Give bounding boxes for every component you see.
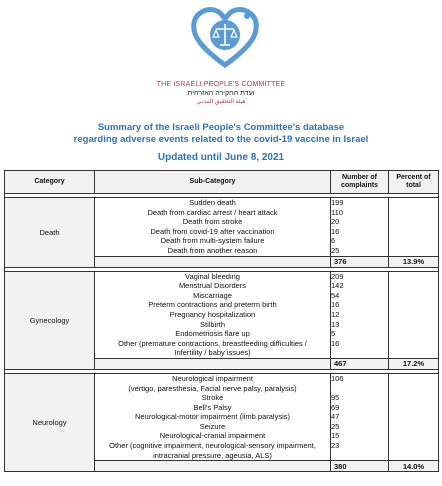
section-total: 376	[331, 256, 389, 267]
complaint-count	[331, 384, 388, 394]
org-name-hebrew: ועדת החקירה האזרחית	[187, 90, 255, 97]
subcategory-item: Death from multi-system failure	[160, 236, 265, 246]
complaint-count: 16	[331, 226, 340, 236]
title-line-1: Summary of the Israeli People's Committee's database	[97, 122, 345, 133]
complaint-count: 13	[331, 319, 340, 329]
complaints-cell	[331, 373, 389, 460]
subcategory-item: Stilbirth	[199, 319, 225, 329]
section-row-gynecology	[5, 271, 439, 358]
complaint-count: 12	[331, 309, 340, 319]
table-header-row	[5, 171, 439, 194]
header-subcategory: Sub-Category	[95, 171, 331, 194]
complaint-count: 95	[331, 393, 340, 403]
complaint-count: 110	[331, 207, 343, 217]
subcategory-item: Death from cardiac arrest / heart attack	[147, 207, 278, 217]
subcategory-item: Bell's Palsy	[193, 402, 232, 412]
complaint-count: 54	[331, 290, 340, 300]
subcategory-item: Stroke	[201, 393, 224, 403]
subcategory-item: Neurological-motor impairment (limb paralysis)	[134, 412, 291, 422]
complaint-count: 199	[331, 198, 344, 207]
complaint-count: 25	[331, 421, 340, 431]
complaint-count: 16	[331, 338, 340, 348]
total-spacer	[95, 461, 331, 472]
subcategory-item: Other (premature contractions, breastfeeding difficulties /	[118, 338, 307, 348]
header-complaints: Number of complaints	[331, 171, 389, 194]
complaint-count: 209	[331, 271, 344, 281]
subcategory-cell	[95, 271, 331, 358]
committee-logo-heart-icon	[190, 5, 260, 69]
subcategory-item: Other (cognitive impairment, neurological-sensory impairment,	[109, 441, 316, 451]
complaint-count: 106	[331, 373, 344, 383]
category-cell: Neurology	[5, 373, 95, 471]
subcategory-item: Menstrual Disorders	[178, 281, 247, 291]
complaint-count: 23	[331, 441, 340, 451]
subcategory-item: Vaginal bleeding	[185, 271, 240, 281]
complaints-cell	[331, 198, 389, 257]
category-cell: Death	[5, 198, 95, 268]
section-total: 467	[331, 358, 389, 369]
complaint-count: 20	[331, 217, 340, 227]
document-title	[0, 122, 442, 146]
subcategory-item: Miscarriage	[193, 290, 232, 300]
subcategory-item: Death from another reason	[167, 245, 258, 255]
section-row-neurology	[5, 373, 439, 460]
section-percent: 14.0%	[389, 461, 439, 472]
subcategory-item: Neurological impairment	[172, 373, 253, 383]
complaint-count: 16	[331, 300, 340, 310]
percent-cell	[389, 271, 439, 358]
subcategory-item: Seizure	[199, 421, 226, 431]
section-percent: 13.9%	[389, 256, 439, 267]
subcategory-item: Neurological-cranial impairment	[159, 431, 266, 441]
total-spacer	[95, 256, 331, 267]
complaint-count: 25	[331, 245, 340, 255]
subcategory-item: intracranial pressure, ageusia, ALS)	[153, 450, 272, 460]
subcategory-item: Endometriosis flare up	[175, 329, 250, 339]
subcategory-item: Preterm contractions and preterm birth	[148, 300, 277, 310]
percent-cell	[389, 373, 439, 460]
header-percent: Percent of total	[389, 171, 439, 194]
subcategory-item: Infertility / baby issues)	[174, 348, 251, 358]
complaint-count: 15	[331, 431, 340, 441]
subcategory-item: (vertigo, paresthesia, Facial nerve palsy, paralysis)	[128, 383, 297, 393]
subcategory-cell	[95, 198, 331, 257]
section-row-death	[5, 198, 439, 257]
document-subtitle: Updated until June 8, 2021	[157, 152, 285, 163]
subcategory-item: Sudden death	[189, 198, 236, 207]
complaints-cell	[331, 271, 389, 358]
complaint-count	[331, 451, 388, 461]
complaint-count: 5	[331, 329, 336, 339]
category-cell: Gynecology	[5, 271, 95, 369]
adverse-events-table	[4, 170, 439, 472]
complaint-count: 69	[331, 402, 340, 412]
title-line-2: regarding adverse events related to the covid-19 vaccine in Israel	[73, 134, 369, 145]
subcategory-item: Death from covid-19 after vaccination	[150, 226, 275, 236]
subcategory-item: Death from stroke	[182, 217, 243, 227]
org-name-english: THE ISRAELI PEOPLE'S COMMITTEE	[156, 81, 286, 88]
percent-cell	[389, 198, 439, 257]
subcategory-item: Pregnancy hospitalization	[169, 309, 256, 319]
complaint-count: 47	[331, 412, 340, 422]
subcategory-cell	[95, 373, 331, 460]
total-spacer	[95, 358, 331, 369]
complaint-count: 142	[331, 281, 344, 291]
section-total: 380	[331, 461, 389, 472]
org-name-arabic: هيئة التحقيق المدني	[196, 99, 246, 105]
complaint-count	[331, 348, 388, 358]
complaint-count: 6	[331, 236, 336, 246]
section-percent: 17.2%	[389, 358, 439, 369]
header-category: Category	[5, 171, 95, 194]
